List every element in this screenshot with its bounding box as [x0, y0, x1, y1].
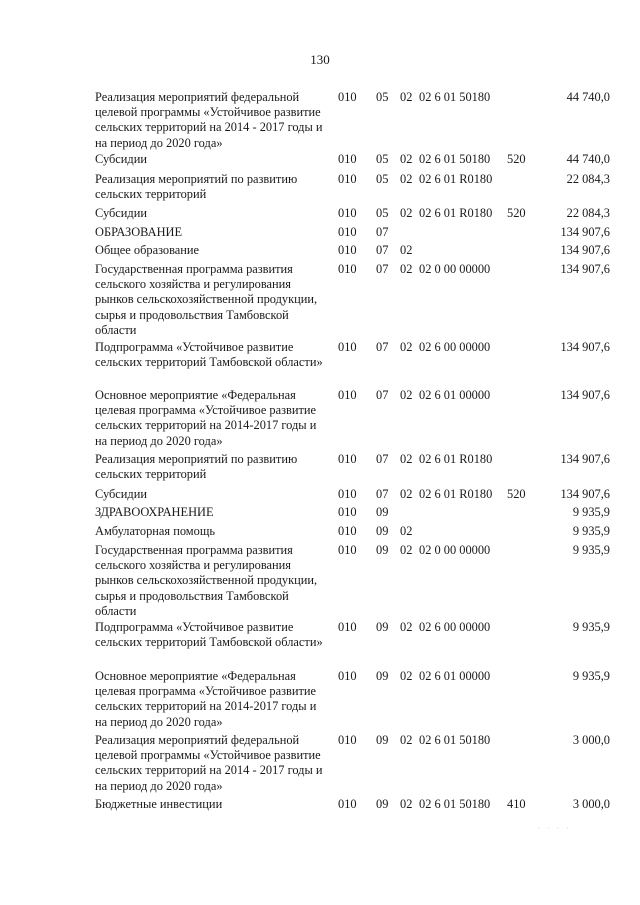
row-rz: 05: [376, 206, 389, 220]
row-ved: 010: [338, 620, 357, 634]
row-vr: 520: [507, 487, 526, 501]
row-csr: 02 6 01 R0180: [419, 452, 493, 466]
row-vr: 520: [507, 152, 526, 166]
row-csr: 02 6 01 00000: [419, 388, 491, 402]
row-name: Реализация мероприятий федеральной целевой программы «Устойчивое развитие сельских территорий на 2014 - 2017 годы и на период до 2020 года»: [95, 733, 323, 793]
row-rz: 09: [376, 733, 389, 747]
row-rz: 09: [376, 543, 389, 557]
row-name: Государственная программа развития сельского хозяйства и регулирования рынков сельскохозяйственной продукции, сырья и продовольствия Тамбовской области: [95, 262, 318, 337]
row-pr: 02: [400, 733, 413, 747]
row-rz: 07: [376, 262, 389, 276]
row-sum: 134 907,6: [560, 452, 610, 466]
row-rz: 07: [376, 340, 389, 354]
page-number: 130: [310, 52, 330, 67]
row-ved: 010: [338, 388, 357, 402]
row-pr: 02: [400, 487, 413, 501]
row-sum: 9 935,9: [572, 669, 610, 683]
row-name: Субсидии: [95, 152, 147, 166]
row-vr: 520: [507, 206, 526, 220]
row-rz: 05: [376, 172, 389, 186]
row-pr: 02: [400, 620, 413, 634]
row-name: Субсидии: [95, 487, 147, 501]
row-name: Подпрограмма «Устойчивое развитие сельских территорий Тамбовской области»: [95, 340, 323, 370]
row-sum: 9 935,9: [572, 505, 610, 519]
row-ved: 010: [338, 172, 357, 186]
row-pr: 02: [400, 797, 413, 811]
row-ved: 010: [338, 797, 357, 811]
row-ved: 010: [338, 262, 357, 276]
row-ved: 010: [338, 452, 357, 466]
row-rz: 07: [376, 487, 389, 501]
row-ved: 010: [338, 340, 357, 354]
row-csr: 02 6 01 50180: [419, 152, 491, 166]
row-pr: 02: [400, 388, 413, 402]
row-csr: 02 6 01 00000: [419, 669, 491, 683]
row-ved: 010: [338, 543, 357, 557]
row-rz: 09: [376, 669, 389, 683]
row-name: Основное мероприятие «Федеральная целевая программа «Устойчивое развитие сельских территорий на 2014-2017 годы и на период до 2020 года»: [95, 388, 317, 448]
row-sum: 44 740,0: [566, 152, 610, 166]
row-name: ОБРАЗОВАНИЕ: [95, 225, 183, 239]
row-rz: 09: [376, 505, 389, 519]
row-sum: 22 084,3: [566, 206, 610, 220]
row-ved: 010: [338, 90, 357, 104]
row-pr: 02: [400, 206, 413, 220]
row-ved: 010: [338, 505, 357, 519]
row-pr: 02: [400, 172, 413, 186]
row-ved: 010: [338, 225, 357, 239]
row-csr: 02 6 00 00000: [419, 620, 491, 634]
row-name: Основное мероприятие «Федеральная целевая программа «Устойчивое развитие сельских территорий на 2014-2017 годы и на период до 2020 года»: [95, 669, 317, 729]
row-name: Общее образование: [95, 243, 200, 257]
row-rz: 07: [376, 243, 389, 257]
row-sum: 134 907,6: [560, 340, 610, 354]
row-ved: 010: [338, 524, 357, 538]
row-name: Реализация мероприятий по развитию сельских территорий: [95, 452, 298, 482]
row-sum: 3 000,0: [572, 733, 610, 747]
row-csr: 02 6 01 R0180: [419, 206, 493, 220]
row-name: Субсидии: [95, 206, 147, 220]
row-ved: 010: [338, 487, 357, 501]
row-pr: 02: [400, 543, 413, 557]
row-sum: 9 935,9: [572, 543, 610, 557]
row-sum: 44 740,0: [566, 90, 610, 104]
row-sum: 134 907,6: [560, 243, 610, 257]
row-vr: 410: [507, 797, 526, 811]
row-name: Бюджетные инвестиции: [95, 797, 223, 811]
row-rz: 05: [376, 90, 389, 104]
row-ved: 010: [338, 206, 357, 220]
row-rz: 09: [376, 524, 389, 538]
row-csr: 02 6 01 R0180: [419, 172, 493, 186]
row-csr: 02 6 01 50180: [419, 797, 491, 811]
row-sum: 134 907,6: [560, 388, 610, 402]
row-csr: 02 6 00 00000: [419, 340, 491, 354]
row-sum: 134 907,6: [560, 487, 610, 501]
row-name: Подпрограмма «Устойчивое развитие сельских территорий Тамбовской области»: [95, 620, 323, 650]
row-name: Реализация мероприятий по развитию сельских территорий: [95, 172, 298, 202]
row-csr: 02 6 01 50180: [419, 90, 491, 104]
row-sum: 9 935,9: [572, 524, 610, 538]
row-name: Государственная программа развития сельского хозяйства и регулирования рынков сельскохозяйственной продукции, сырья и продовольствия Тамбовской области: [95, 543, 318, 618]
row-csr: 02 6 01 R0180: [419, 487, 493, 501]
row-rz: 09: [376, 620, 389, 634]
scan-specks: · · · ·: [538, 826, 572, 832]
row-name: Реализация мероприятий федеральной целевой программы «Устойчивое развитие сельских территорий на 2014 - 2017 годы и на период до 2020 года»: [95, 90, 323, 150]
row-sum: 22 084,3: [566, 172, 610, 186]
row-ved: 010: [338, 733, 357, 747]
row-name: ЗДРАВООХРАНЕНИЕ: [95, 505, 214, 519]
row-csr: 02 0 00 00000: [419, 262, 491, 276]
row-sum: 134 907,6: [560, 225, 610, 239]
row-rz: 05: [376, 152, 389, 166]
row-sum: 134 907,6: [560, 262, 610, 276]
row-ved: 010: [338, 243, 357, 257]
row-name: Амбулаторная помощь: [95, 524, 216, 538]
row-rz: 07: [376, 388, 389, 402]
row-pr: 02: [400, 452, 413, 466]
row-pr: 02: [400, 262, 413, 276]
row-pr: 02: [400, 152, 413, 166]
row-rz: 07: [376, 225, 389, 239]
row-csr: 02 0 00 00000: [419, 543, 491, 557]
row-pr: 02: [400, 340, 413, 354]
row-rz: 09: [376, 797, 389, 811]
row-pr: 02: [400, 669, 413, 683]
row-ved: 010: [338, 669, 357, 683]
row-pr: 02: [400, 524, 413, 538]
row-csr: 02 6 01 50180: [419, 733, 491, 747]
row-ved: 010: [338, 152, 357, 166]
row-sum: 9 935,9: [572, 620, 610, 634]
row-sum: 3 000,0: [572, 797, 610, 811]
row-pr: 02: [400, 243, 413, 257]
row-pr: 02: [400, 90, 413, 104]
row-rz: 07: [376, 452, 389, 466]
